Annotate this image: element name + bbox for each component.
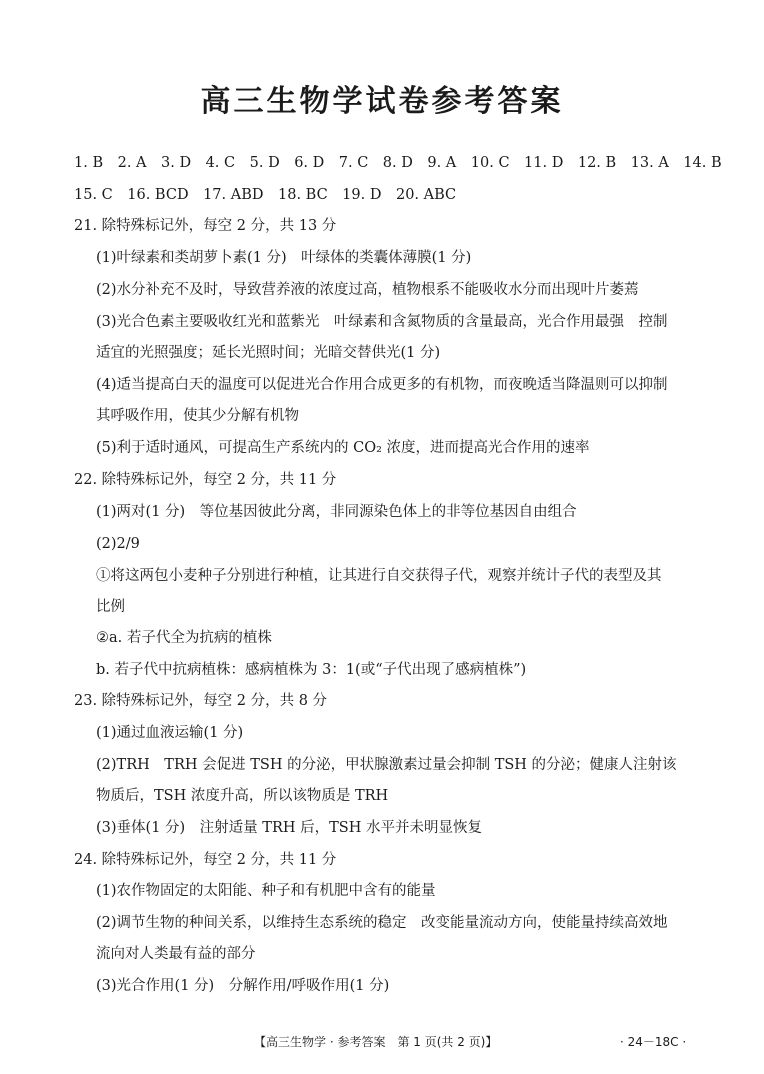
q22-part-3-line-2: 比例	[96, 599, 125, 615]
q22-part-3-line-1: ①将这两包小麦种子分别进行种植，让其进行自交获得子代，观察并统计子代的表型及其	[96, 568, 662, 584]
q24-part-3: (3)光合作用(1 分) 分解作用/呼吸作用(1 分)	[96, 978, 390, 994]
q22-part-4: ②a. 若子代全为抗病的植株	[96, 630, 272, 646]
q23-part-2-line-2: 物质后，TSH 浓度升高，所以该物质是 TRH	[96, 788, 389, 804]
q23-part-2-line-1: (2)TRH TRH 会促进 TSH 的分泌，甲状腺激素过量会抑制 TSH 的分泌；健康人注射该	[96, 757, 677, 773]
q21-part-4-line-2: 其呼吸作用，使其少分解有机物	[96, 408, 299, 424]
q24-part-2-line-2: 流向对人类最有益的部分	[96, 946, 256, 962]
q22-part-1: (1)两对(1 分) 等位基因彼此分离，非同源染色体上的非等位基因自由组合	[96, 504, 577, 520]
page-footer: 【高三生物学 · 参考答案 第 1 页(共 2 页)】	[254, 1035, 498, 1049]
q23-part-3: (3)垂体(1 分) 注射适量 TRH 后，TSH 水平并未明显恢复	[96, 820, 482, 836]
q24-part-2-line-1: (2)调节生物的种间关系，以维持生态系统的稳定 改变能量流动方向，使能量持续高效地	[96, 915, 668, 931]
q21-part-4-line-1: (4)适当提高白天的温度可以促进光合作用合成更多的有机物，而夜晚适当降温则可以抑制	[96, 377, 668, 393]
q21-header: 21. 除特殊标记外，每空 2 分，共 13 分	[74, 218, 337, 234]
choice-answers-row-1: 1. B 2. A 3. D 4. C 5. D 6. D 7. C 8. D 9. A 10. C 11. D 12. B 13. A 14. B	[74, 155, 722, 171]
q23-header: 23. 除特殊标记外，每空 2 分，共 8 分	[74, 693, 328, 709]
choice-answers-row-2: 15. C 16. BCD 17. ABD 18. BC 19. D 20. ABC	[74, 187, 457, 203]
q24-header: 24. 除特殊标记外，每空 2 分，共 11 分	[74, 852, 337, 868]
q24-part-1: (1)农作物固定的太阳能、种子和有机肥中含有的能量	[96, 883, 436, 899]
q21-part-1: (1)叶绿素和类胡萝卜素(1 分) 叶绿体的类囊体薄膜(1 分)	[96, 250, 472, 266]
q21-part-3-line-1: (3)光合色素主要吸收红光和蓝紫光 叶绿素和含氮物质的含量最高，光合作用最强 控制	[96, 314, 668, 330]
doc-code: · 24－18C ·	[620, 1035, 687, 1049]
q22-part-5: b. 若子代中抗病植株：感病植株为 3：1(或“子代出现了感病植株”)	[96, 662, 527, 678]
q21-part-5: (5)利于适时通风，可提高生产系统内的 CO₂ 浓度，进而提高光合作用的速率	[96, 440, 590, 456]
q22-part-2: (2)2/9	[96, 536, 140, 552]
q21-part-2: (2)水分补充不及时，导致营养液的浓度过高，植物根系不能吸收水分而出现叶片萎蔫	[96, 282, 639, 298]
q21-part-3-line-2: 适宜的光照强度；延长光照时间；光暗交替供光(1 分)	[96, 345, 441, 361]
page-title: 高三生物学试卷参考答案	[200, 84, 564, 119]
q23-part-1: (1)通过血液运输(1 分)	[96, 725, 244, 741]
q22-header: 22. 除特殊标记外，每空 2 分，共 11 分	[74, 472, 337, 488]
